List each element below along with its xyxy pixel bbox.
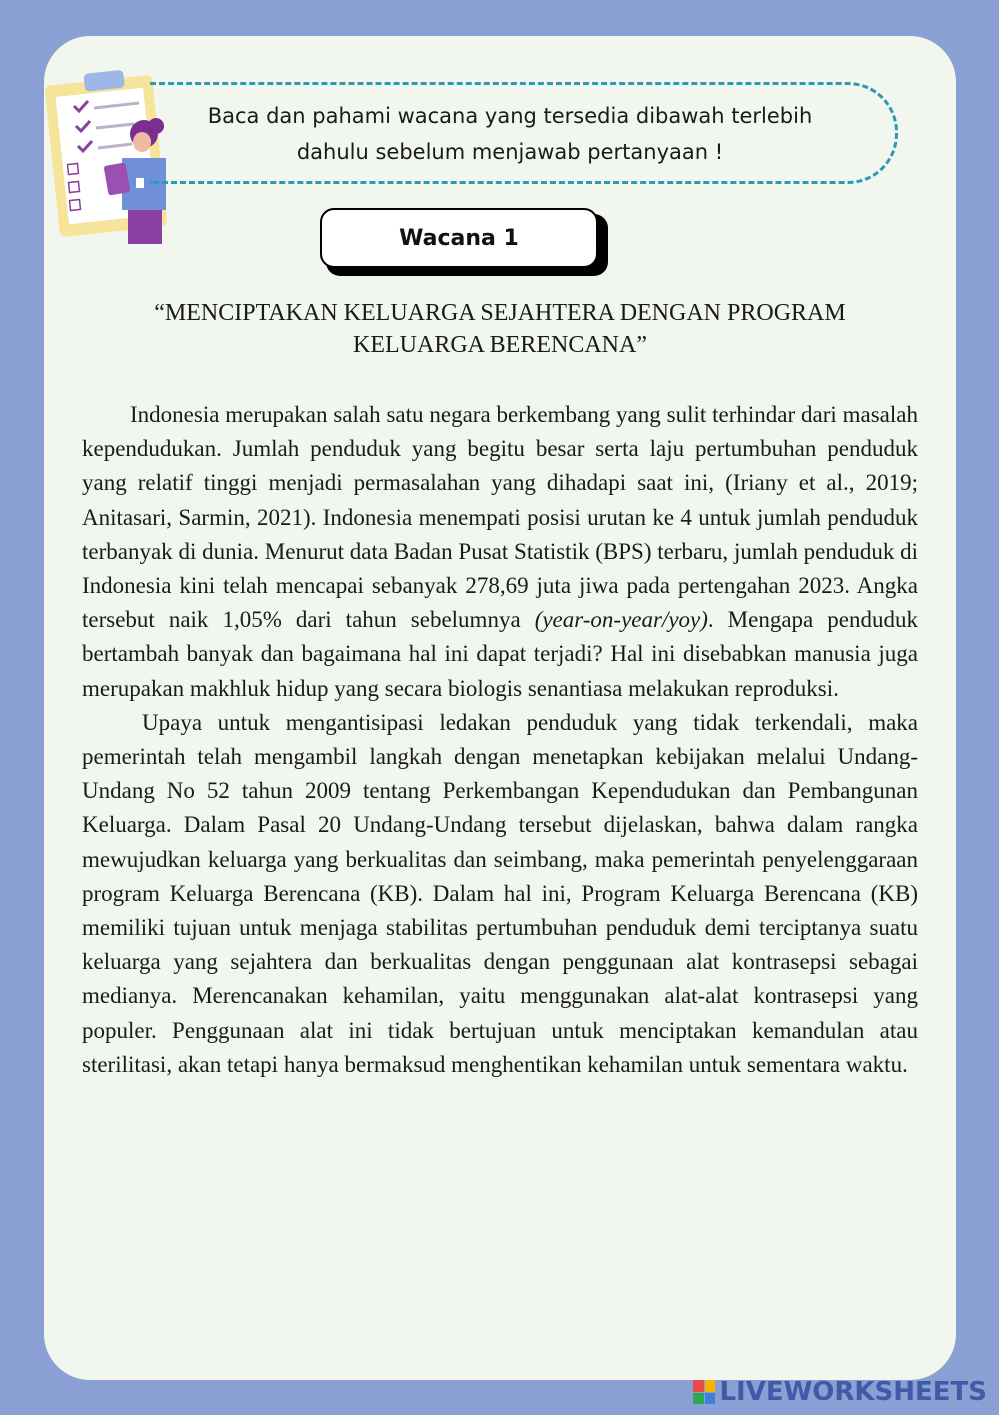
paragraph-1-after: . Mengapa penduduk bertambah banyak dan bagaimana hal ini dapat terjadi? Hal ini disebabkan manusia juga merupakan makhluk hidup yang secara biologis senantiasa melakukan reproduksi. [82, 607, 918, 701]
instruction-line-2: dahulu sebelum menjawab pertanyaan ! [296, 140, 724, 164]
section-title: Wacana 1 [399, 225, 519, 251]
liveworksheets-brand-text: LIVEWORKSHEETS [719, 1377, 987, 1407]
instruction-line-1: Baca dan pahami wacana yang tersedia dibawah terlebih [207, 104, 813, 128]
liveworksheets-logo-icon [693, 1380, 715, 1404]
headline-line-1: “MENCIPTAKAN KELUARGA SEJAHTERA DENGAN PROGRAM [154, 300, 846, 326]
title-box [320, 208, 598, 268]
paragraph-1-before: Indonesia merupakan salah satu negara berkembang yang sulit terhindar dari masalah kependudukan. Jumlah penduduk yang begitu besar serta laju pertumbuhan penduduk yang relatif tinggi menjadi permasalahan yang dihadapi saat ini, (Iriany et al., 2019; Anitasari, Sarmin, 2021). Indonesia menempati posisi urutan ke 4 untuk jumlah penduduk terbanyak di dunia. Menurut data Badan Pusat Statistik (BPS) terbaru, jumlah penduduk di Indonesia kini telah mencapai sebanyak 278,69 juta jiwa pada pertengahan 2023. Angka tersebut naik 1,05% dari tahun sebelumnya [82, 402, 918, 633]
paragraph-1-italic: (year-on-year/yoy) [534, 607, 708, 633]
headline-line-2: KELUARGA BERENCANA” [353, 332, 647, 358]
article-body [82, 398, 918, 1082]
instruction-text [170, 98, 850, 170]
paragraph-1 [82, 398, 918, 706]
liveworksheets-logo [693, 1377, 987, 1407]
article-headline [82, 297, 918, 361]
paragraph-2: Upaya untuk mengantisipasi ledakan penduduk yang tidak terkendali, maka pemerintah telah mengambil langkah dengan menetapkan kebijakan melalui Undang-Undang No 52 tahun 2009 tentang Perkembangan Kependudukan dan Pembangunan Keluarga. Dalam Pasal 20 Undang-Undang tersebut dijelaskan, bahwa dalam rangka mewujudkan keluarga yang berkualitas dan seimbang, maka pemerintah penyelenggaraan program Keluarga Berencana (KB). Dalam hal ini, Program Keluarga Berencana (KB) memiliki tujuan untuk menjaga stabilitas pertumbuhan penduduk demi terciptanya suatu keluarga yang sejahtera dan berkualitas dengan penggunaan alat kontrasepsi sebagai medianya. Merencanakan kehamilan, yaitu menggunakan alat-alat kontrasepsi yang populer. Penggunaan alat ini tidak bertujuan untuk menciptakan kemandulan atau sterilitasi, akan tetapi hanya bermaksud menghentikan kehamilan untuk sementara waktu. [82, 709, 918, 1077]
